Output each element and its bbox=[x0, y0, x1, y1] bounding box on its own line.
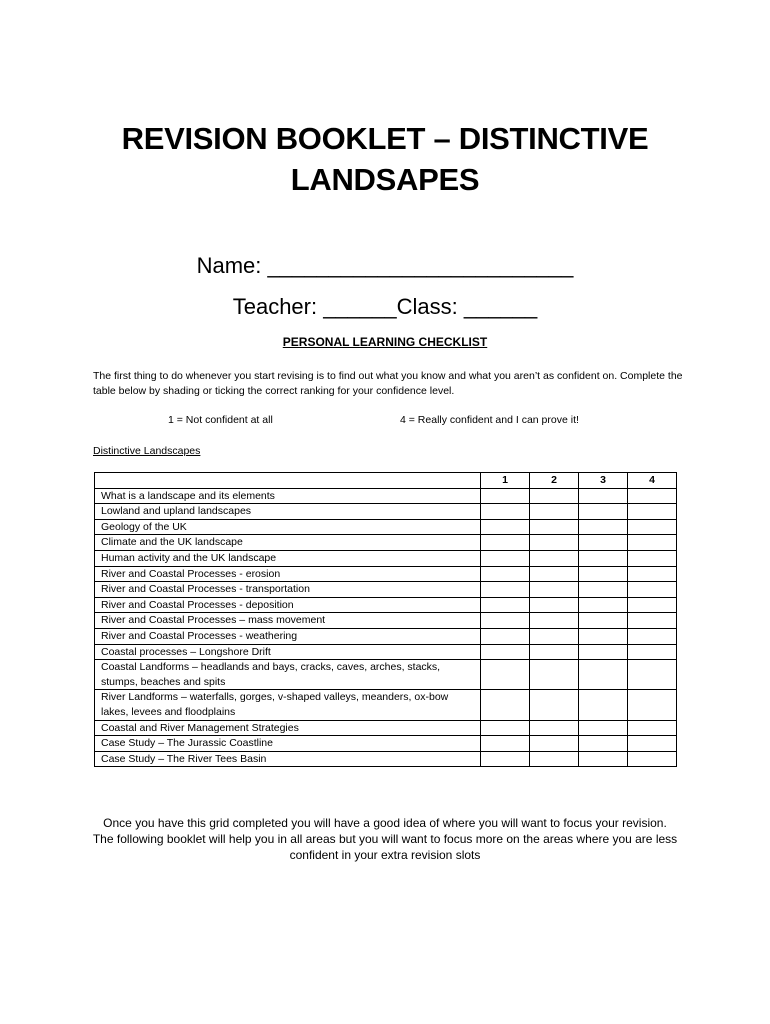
table-row bbox=[95, 690, 677, 720]
confidence-3-checkbox[interactable] bbox=[579, 550, 628, 566]
table-row bbox=[95, 566, 677, 582]
confidence-4-checkbox[interactable] bbox=[628, 720, 677, 736]
teacher-class-field: Teacher: ______Class: ______ bbox=[232, 294, 538, 319]
footer-text bbox=[90, 815, 680, 864]
confidence-3-checkbox[interactable] bbox=[579, 660, 628, 690]
table-row bbox=[95, 736, 677, 752]
confidence-3-checkbox[interactable] bbox=[579, 566, 628, 582]
confidence-3-checkbox[interactable] bbox=[579, 519, 628, 535]
confidence-1-checkbox[interactable] bbox=[481, 566, 530, 582]
confidence-4-checkbox[interactable] bbox=[628, 628, 677, 644]
confidence-2-checkbox[interactable] bbox=[530, 660, 579, 690]
confidence-4-checkbox[interactable] bbox=[628, 690, 677, 720]
confidence-1-checkbox[interactable] bbox=[481, 736, 530, 752]
confidence-4-checkbox[interactable] bbox=[628, 736, 677, 752]
confidence-3-checkbox[interactable] bbox=[579, 751, 628, 767]
intro-paragraph: The first thing to do whenever you start revising is to find out what you know and what you aren’t as confident on. Complete the table below by shading or ticking the correct ranking for your confidence level. bbox=[93, 370, 683, 397]
topic-cell: Human activity and the UK landscape bbox=[95, 550, 481, 566]
confidence-2-checkbox[interactable] bbox=[530, 519, 579, 535]
confidence-2-checkbox[interactable] bbox=[530, 488, 579, 504]
name-field: Name: _________________________ bbox=[196, 253, 574, 278]
confidence-1-checkbox[interactable] bbox=[481, 519, 530, 535]
table-row bbox=[95, 613, 677, 629]
confidence-4-checkbox[interactable] bbox=[628, 566, 677, 582]
confidence-4-checkbox[interactable] bbox=[628, 751, 677, 767]
confidence-3-checkbox[interactable] bbox=[579, 720, 628, 736]
confidence-3-checkbox[interactable] bbox=[579, 736, 628, 752]
document-title: REVISION BOOKLET – DISTINCTIVE LANDSAPES bbox=[121, 121, 649, 197]
confidence-2-checkbox[interactable] bbox=[530, 550, 579, 566]
table-row bbox=[95, 519, 677, 535]
section-label: Distinctive Landscapes bbox=[93, 445, 201, 457]
table-row bbox=[95, 720, 677, 736]
column-header-1: 1 bbox=[481, 473, 530, 489]
table-row bbox=[95, 644, 677, 660]
column-header-4: 4 bbox=[628, 473, 677, 489]
topic-cell: River and Coastal Processes - weathering bbox=[95, 628, 481, 644]
confidence-1-checkbox[interactable] bbox=[481, 504, 530, 520]
confidence-2-checkbox[interactable] bbox=[530, 736, 579, 752]
confidence-2-checkbox[interactable] bbox=[530, 720, 579, 736]
table-row bbox=[95, 488, 677, 504]
confidence-4-checkbox[interactable] bbox=[628, 550, 677, 566]
confidence-1-checkbox[interactable] bbox=[481, 751, 530, 767]
confidence-3-checkbox[interactable] bbox=[579, 504, 628, 520]
confidence-4-checkbox[interactable] bbox=[628, 535, 677, 551]
confidence-4-checkbox[interactable] bbox=[628, 660, 677, 690]
confidence-1-checkbox[interactable] bbox=[481, 660, 530, 690]
confidence-1-checkbox[interactable] bbox=[481, 582, 530, 598]
confidence-4-checkbox[interactable] bbox=[628, 644, 677, 660]
confidence-3-checkbox[interactable] bbox=[579, 644, 628, 660]
confidence-4-checkbox[interactable] bbox=[628, 613, 677, 629]
confidence-4-checkbox[interactable] bbox=[628, 582, 677, 598]
topic-cell: Case Study – The Jurassic Coastline bbox=[95, 736, 481, 752]
confidence-2-checkbox[interactable] bbox=[530, 690, 579, 720]
confidence-4-checkbox[interactable] bbox=[628, 504, 677, 520]
topic-cell: River and Coastal Processes – mass movement bbox=[95, 613, 481, 629]
confidence-1-checkbox[interactable] bbox=[481, 550, 530, 566]
topic-cell: Climate and the UK landscape bbox=[95, 535, 481, 551]
confidence-3-checkbox[interactable] bbox=[579, 597, 628, 613]
table-body bbox=[95, 488, 677, 767]
topic-cell: Coastal and River Management Strategies bbox=[95, 720, 481, 736]
confidence-1-checkbox[interactable] bbox=[481, 488, 530, 504]
confidence-2-checkbox[interactable] bbox=[530, 504, 579, 520]
confidence-2-checkbox[interactable] bbox=[530, 644, 579, 660]
confidence-4-checkbox[interactable] bbox=[628, 519, 677, 535]
topic-cell: River and Coastal Processes - deposition bbox=[95, 597, 481, 613]
confidence-2-checkbox[interactable] bbox=[530, 751, 579, 767]
confidence-3-checkbox[interactable] bbox=[579, 535, 628, 551]
topic-cell: Coastal processes – Longshore Drift bbox=[95, 644, 481, 660]
confidence-3-checkbox[interactable] bbox=[579, 690, 628, 720]
confidence-3-checkbox[interactable] bbox=[579, 582, 628, 598]
scale-high-label: 4 = Really confident and I can prove it! bbox=[400, 414, 579, 426]
confidence-1-checkbox[interactable] bbox=[481, 597, 530, 613]
scale-low-label: 1 = Not confident at all bbox=[168, 414, 273, 426]
table-row bbox=[95, 628, 677, 644]
topic-cell: River and Coastal Processes - erosion bbox=[95, 566, 481, 582]
column-header-topic bbox=[95, 473, 481, 489]
topic-cell: River Landforms – waterfalls, gorges, v-shaped valleys, meanders, ox-bow lakes, levees and floodplains bbox=[95, 690, 481, 720]
topic-cell: Coastal Landforms – headlands and bays, cracks, caves, arches, stacks, stumps, beaches and spits bbox=[95, 660, 481, 690]
topic-cell: What is a landscape and its elements bbox=[95, 488, 481, 504]
confidence-2-checkbox[interactable] bbox=[530, 628, 579, 644]
column-header-3: 3 bbox=[579, 473, 628, 489]
confidence-4-checkbox[interactable] bbox=[628, 488, 677, 504]
table-row bbox=[95, 582, 677, 598]
confidence-1-checkbox[interactable] bbox=[481, 535, 530, 551]
column-header-2: 2 bbox=[530, 473, 579, 489]
confidence-checklist-table bbox=[94, 472, 677, 767]
confidence-1-checkbox[interactable] bbox=[481, 628, 530, 644]
footer-line-1: Once you have this grid completed you will have a good idea of where you will want to focus your revision. bbox=[103, 816, 667, 830]
table-row bbox=[95, 535, 677, 551]
topic-cell: Lowland and upland landscapes bbox=[95, 504, 481, 520]
confidence-3-checkbox[interactable] bbox=[579, 613, 628, 629]
table-header-row bbox=[95, 473, 677, 489]
topic-cell: Case Study – The River Tees Basin bbox=[95, 751, 481, 767]
confidence-2-checkbox[interactable] bbox=[530, 582, 579, 598]
table-row bbox=[95, 660, 677, 690]
confidence-2-checkbox[interactable] bbox=[530, 597, 579, 613]
topic-cell: Geology of the UK bbox=[95, 519, 481, 535]
topic-cell: River and Coastal Processes - transportation bbox=[95, 582, 481, 598]
confidence-3-checkbox[interactable] bbox=[579, 488, 628, 504]
confidence-2-checkbox[interactable] bbox=[530, 566, 579, 582]
footer-line-2: The following booklet will help you in all areas but you will want to focus more on the areas where you are less confident in your extra revision slots bbox=[92, 832, 678, 863]
confidence-3-checkbox[interactable] bbox=[579, 628, 628, 644]
confidence-2-checkbox[interactable] bbox=[530, 613, 579, 629]
checklist-heading: PERSONAL LEARNING CHECKLIST bbox=[282, 335, 488, 349]
confidence-1-checkbox[interactable] bbox=[481, 720, 530, 736]
confidence-1-checkbox[interactable] bbox=[481, 613, 530, 629]
table-row bbox=[95, 597, 677, 613]
confidence-1-checkbox[interactable] bbox=[481, 644, 530, 660]
table-row bbox=[95, 751, 677, 767]
table-row bbox=[95, 504, 677, 520]
confidence-1-checkbox[interactable] bbox=[481, 690, 530, 720]
confidence-2-checkbox[interactable] bbox=[530, 535, 579, 551]
table-row bbox=[95, 550, 677, 566]
confidence-4-checkbox[interactable] bbox=[628, 597, 677, 613]
